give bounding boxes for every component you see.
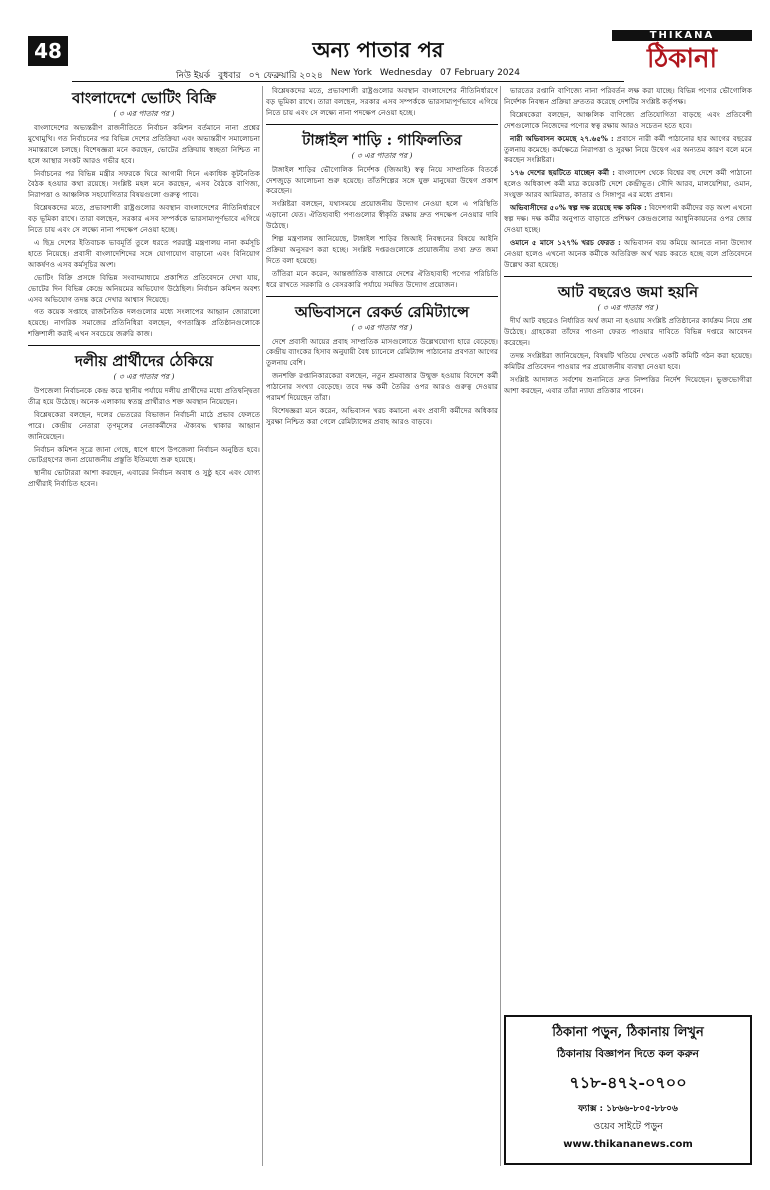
headline-dalio: দলীয় প্রার্থীদের ঠেকিয়ে: [74, 352, 214, 371]
subhead: নারী অভিবাসন কমেছে ২৭.৬৫% :: [510, 133, 614, 143]
column-1: [28, 86, 260, 1166]
paragraph: সংশ্লিষ্টরা বলছেন, যথাসময়ে প্রয়োজনীয় উদ্যোগ নেওয়া হলে এ পরিস্থিতি এড়ানো যেত। ঐতিহ্যবাহী পণ্যগুলোর স্বীকৃতি রক্ষায় দ্রুত পদক্ষেপ নেওয়ার দাবি উঠেছে।: [266, 199, 498, 231]
headline-tangail: টাঙ্গাইল শাড়ি : গাফিলতির: [302, 130, 462, 149]
paragraph: বিশেষজ্ঞরা মনে করেন, অভিবাসন খরচ কমানো এবং প্রবাসী কর্মীদের অধিকার সুরক্ষা নিশ্চিত করা গেলে রেমিট্যান্সের প্রবাহ আরও বাড়বে।: [266, 405, 498, 426]
paragraph: নির্বাচনের পর বিভিন্ন মন্ত্রীর সফরকে ঘিরে আগামী দিনে একাধিক কূটনৈতিক বৈঠক হওয়ার কথা রয়েছে। সংশ্লিষ্ট মহল মনে করছেন, এসব বৈঠকে বাণিজ্য, নিরাপত্তা ও আঞ্চলিক সহযোগিতার বিষয়গুলো গুরুত্ব পাবে।: [28, 168, 260, 200]
paragraph: ভারতের রপ্তানি বাণিজ্যে নানা পরিবর্তন লক্ষ করা যাচ্ছে। বিভিন্ন পণ্যের ভৌগোলিক নির্দেশক নিবন্ধন প্রক্রিয়া দ্রুততর করেছে দেশটির সংশ্লিষ্ট কর্তৃপক্ষ।: [504, 86, 752, 106]
continued-label: ( ৩ এর পাতার পর ): [351, 322, 413, 332]
column-3: [504, 86, 752, 1006]
paragraph: স্থানীয় ভোটাররা আশা করছেন, এবারের নির্বাচন অবাধ ও সুষ্ঠু হবে এবং যোগ্য প্রার্থীরাই নির্বাচিত হবেন।: [28, 468, 260, 489]
paragraph: দীর্ঘ আট বছরেও নির্ধারিত অর্থ জমা না হওয়ায় সংশ্লিষ্ট প্রতিষ্ঠানের কার্যক্রম নিয়ে প্রশ্ন উঠেছে। গ্রাহকেরা তাঁদের পাওনা ফেরত পাওয়ার দাবিতে বিভিন্ন দপ্তরে আবেদন করেছেন।: [504, 316, 752, 348]
section-divider: [28, 345, 260, 346]
date-en: 07 February 2024: [440, 68, 520, 78]
paragraph: বিশ্লেষকদের মতে, প্রভাবশালী রাষ্ট্রগুলোর অবস্থান বাংলাদেশের নীতিনির্ধারণে বড় ভূমিকা রাখে। তারা বলছেন, সরকার এসব সম্পর্ককে ভারসাম্যপূর্ণভাবে এগিয়ে নিতে চায় এবং সে লক্ষ্যে নানা পদক্ষেপ নেওয়া হচ্ছে।: [28, 203, 260, 235]
ad-line-1: ঠিকানা পড়ুন, ঠিকানায় লিখুন: [552, 1025, 704, 1040]
edition: নিউ ইয়র্ক: [176, 71, 211, 81]
continued-label: ( ৩ এর পাতার পর ): [113, 109, 175, 118]
paragraph: এ ছিদ্র দেশের ইতিবাচক ভাবমূর্তি তুলে ধরতে পররাষ্ট্র মন্ত্রণালয় নানা কর্মসূচি হাতে নিয়েছে। প্রবাসী বাংলাদেশিদের সঙ্গে যোগাযোগ বাড়ানো এবং বিনিয়োগ আকর্ষণও এসব কর্মসূচির অংশ।: [28, 237, 260, 269]
section-title: অন্য পাতার পর: [312, 37, 444, 62]
ad-website-link[interactable]: www.thikananews.com: [563, 1139, 693, 1150]
paragraph: বিশ্লেষকেরা বলছেন, দলের ভেতরের বিভাজন নির্বাচনী মাঠে প্রভাব ফেলতে পারে। কেন্দ্রীয় নেতারা তৃণমূলের নেতাকর্মীদের ঐক্যবদ্ধ থাকার আহ্বান জানিয়েছেন।: [28, 409, 260, 441]
continued-label: ( ৩ এর পাতার পর ): [113, 372, 175, 382]
subhead: অভিবাসীদের ৫০% স্বল্প দক্ষ রয়েছে দক্ষ কমিক :: [510, 203, 647, 213]
ad-line-2: ঠিকানায় বিজ্ঞাপন দিতে কল করুন: [557, 1048, 699, 1060]
section-divider: [266, 296, 498, 297]
subhead: ওমানে ৫ মাসে ১২৭% খরচ ফেরত :: [510, 237, 621, 247]
column-divider: [500, 86, 501, 1166]
headline-remittance: অভিবাসনে রেকর্ড রেমিট্যান্সে: [294, 302, 470, 321]
date-bn: ০৭ ফেব্রুয়ারি ২০২৪: [248, 71, 323, 81]
paragraph: ওমানে ৫ মাসে ১২৭% খরচ ফেরত : অভিবাসন ব্যয় কমিয়ে আনতে নানা উদ্যোগ নেওয়া হলেও এখনো অনেক কর্মীকে অতিরিক্ত অর্থ খরচ করতে হচ্ছে বলে প্রতিবেদনে উল্লেখ করা হয়েছে।: [504, 237, 752, 269]
paragraph: দেশে প্রবাসী আয়ের প্রবাহ সাম্প্রতিক মাসগুলোতে উল্লেখযোগ্য হারে বেড়েছে। কেন্দ্রীয় ব্যাংকের হিসাব অনুযায়ী বৈধ চ্যানেলে রেমিট্যান্স পাঠানোর প্রবণতা আগের তুলনায় বেশি।: [266, 336, 498, 368]
ad-phone: ৭১৮-৪৭২-০৭০০: [569, 1073, 687, 1092]
column-divider: [262, 86, 263, 1166]
paragraph: জনশক্তি রপ্তানিকারকেরা বলছেন, নতুন শ্রমবাজার উন্মুক্ত হওয়ায় বিদেশে কর্মী পাঠানোর সংখ্যা বেড়েছে। তবে দক্ষ কর্মী তৈরির ওপর আরও গুরুত্ব দেওয়ার পরামর্শ দিয়েছেন তাঁরা।: [266, 371, 498, 403]
paragraph: বিশ্লেষকেরা বলছেন, আঞ্চলিক বাণিজ্যে প্রতিযোগিতা বাড়ছে এবং প্রতিবেশী দেশগুলোকে নিজেদের পণ্যের স্বত্ব রক্ষায় আরও সচেতন হতে হবে।: [504, 109, 752, 130]
paragraph: গত কয়েক সপ্তাহে রাজনৈতিক দলগুলোর মধ্যে সংলাপের আহ্বান জোরালো হয়েছে। নাগরিক সমাজের প্রতিনিধিরা বলছেন, গণতান্ত্রিক প্রতিষ্ঠানগুলোকে শক্তিশালী করাই এখন সবচেয়ে জরুরি কাজ।: [28, 307, 260, 339]
column-2: [266, 86, 498, 1166]
brand-en: THIKANA: [612, 30, 752, 41]
paragraph: তদন্ত সংশ্লিষ্টরা জানিয়েছেন, বিষয়টি খতিয়ে দেখতে একটি কমিটি গঠন করা হয়েছে। কমিটির প্রতিবেদন পাওয়ার পর প্রয়োজনীয় ব্যবস্থা নেওয়া হবে।: [504, 351, 752, 372]
paragraph: ১৭৬ দেশের ছয়টিতে যাচ্ছেন কর্মী : বাংলাদেশ থেকে বিশ্বের বহু দেশে কর্মী পাঠানো হলেও অধিকাংশ কর্মী মাত্র কয়েকটি দেশে কেন্দ্রীভূত। সৌদি আরব, মালয়েশিয়া, ওমান, সংযুক্ত আরব আমিরাত, কাতার ও সিঙ্গাপুর এর মধ্যে প্রধান।: [504, 168, 752, 200]
dateline: [72, 68, 624, 82]
advertisement-box: [504, 1015, 752, 1165]
ad-fax: ফ্যাক্স : ১৮৬৬-৮০৫-৮৮০৬: [578, 1104, 678, 1114]
city-en: New York: [330, 68, 372, 78]
paragraph: উপজেলা নির্বাচনকে কেন্দ্র করে স্থানীয় পর্যায়ে দলীয় প্রার্থীদের মধ্যে প্রতিদ্বন্দ্বিতা তীব্র হয়ে উঠেছে। অনেক এলাকায় স্বতন্ত্র প্রার্থীরাও শক্ত অবস্থান নিয়েছেন।: [28, 386, 260, 406]
headline-voting: বাংলাদেশে ভোটিং বিক্রি: [72, 89, 216, 107]
continued-label: ( ৩ এর পাতার পর ): [351, 150, 413, 160]
section-divider: [504, 276, 752, 277]
weekday-bn: বুধবার: [218, 71, 241, 81]
page-header: [28, 30, 752, 84]
paragraph: বিশ্লেষকদের মতে, প্রভাবশালী রাষ্ট্রগুলোর অবস্থান বাংলাদেশের নীতিনির্ধারণে বড় ভূমিকা রাখে। তারা বলছেন, সরকার এসব সম্পর্ককে ভারসাম্যপূর্ণভাবে এগিয়ে নিতে চায় এবং সে লক্ষ্যে নানা পদক্ষেপ নেওয়া হচ্ছে।: [266, 86, 498, 117]
paragraph: নারী অভিবাসন কমেছে ২৭.৬৫% : প্রবাসে নারী কর্মী পাঠানোর হার আগের বছরের তুলনায় কমেছে। কর্মক্ষেত্রে নিরাপত্তা ও সুরক্ষা নিয়ে উদ্বেগ এর অন্যতম কারণ বলে মনে করছেন সংশ্লিষ্টরা।: [504, 133, 752, 165]
masthead-logo: [612, 30, 752, 84]
paragraph: বাংলাদেশের অভ্যন্তরীণ রাজনীতিতে নির্বাচন কমিশন বর্তমানে নানা প্রশ্নের মুখোমুখি। গত নির্বাচনের পর বিভিন্ন দেশের প্রতিক্রিয়া এবং অভ্যন্তরীণ সমালোচনা সমান্তরালে চলছে। বিশেষজ্ঞরা মনে করছেন, ভোটের প্রক্রিয়ায় স্বচ্ছতা নিশ্চিত না হলে আস্থার সংকট আরও গভীর হবে।: [28, 122, 260, 165]
ad-web-label: ওয়েব সাইটে পড়ুন: [593, 1121, 663, 1132]
page-number: 48: [28, 36, 68, 66]
continued-label: ( ৩ এর পাতার পর ): [597, 302, 659, 312]
paragraph: অভিবাসীদের ৫০% স্বল্প দক্ষ রয়েছে দক্ষ কমিক : বিদেশগামী কর্মীদের বড় অংশ এখনো স্বল্প দক্ষ। দক্ষ কর্মীর অনুপাত বাড়াতে প্রশিক্ষণ কেন্দ্রগুলোর আধুনিকায়নের ওপর জোর দেওয়া হচ্ছে।: [504, 203, 752, 234]
paragraph: নির্বাচন কমিশন সূত্রে জানা গেছে, ধাপে ধাপে উপজেলা নির্বাচন অনুষ্ঠিত হবে। ভোটগ্রহণের জন্য প্রয়োজনীয় প্রস্তুতি ইতিমধ্যে শুরু হয়েছে।: [28, 444, 260, 465]
weekday-en: Wednesday: [379, 68, 433, 78]
paragraph: টাঙ্গাইল শাড়ির ভৌগোলিক নির্দেশক (জিআই) স্বত্ব নিয়ে সাম্প্রতিক বিতর্কে দেশজুড়ে আলোচনা শুরু হয়েছে। তাঁতশিল্পের সঙ্গে যুক্ত মানুষেরা উদ্বেগ প্রকাশ করেছেন।: [266, 164, 498, 196]
section-divider: [266, 124, 498, 125]
paragraph: শিল্প মন্ত্রণালয় জানিয়েছে, টাঙ্গাইল শাড়ির জিআই নিবন্ধনের বিষয়ে আইনি প্রক্রিয়া অনুসরণ করা হচ্ছে। সংশ্লিষ্ট দপ্তরগুলোকে প্রয়োজনীয় তথ্য দ্রুত জমা দিতে বলা হয়েছে।: [266, 234, 498, 265]
brand-bn: ঠিকানা: [646, 44, 718, 74]
paragraph: সংশ্লিষ্ট আদালত সর্বশেষ শুনানিতে দ্রুত নিষ্পত্তির নির্দেশ দিয়েছেন। ভুক্তভোগীরা আশা করছেন, এবার তাঁরা ন্যায্য প্রতিকার পাবেন।: [504, 374, 752, 395]
subhead: ১৭৬ দেশের ছয়টিতে যাচ্ছেন কর্মী :: [510, 168, 615, 178]
paragraph: ভোটিং বিক্রি প্রসঙ্গে বিভিন্ন সংবাদমাধ্যমে প্রকাশিত প্রতিবেদনে দেখা যায়, ভোটের দিন বিভিন্ন কেন্দ্রে অনিয়মের অভিযোগ উঠেছিল। নির্বাচন কমিশন অবশ্য এসব অভিযোগ তদন্ত করে দেখার আশ্বাস দিয়েছে।: [28, 272, 260, 304]
headline-deposit: আট বছরেও জমা হয়নি: [557, 282, 699, 301]
paragraph: তাঁতিরা মনে করেন, আন্তর্জাতিক বাজারে দেশের ঐতিহ্যবাহী পণ্যের পরিচিতি ধরে রাখতে সরকারি ও বেসরকারি পর্যায়ে সমন্বিত উদ্যোগ প্রয়োজন।: [266, 268, 498, 289]
